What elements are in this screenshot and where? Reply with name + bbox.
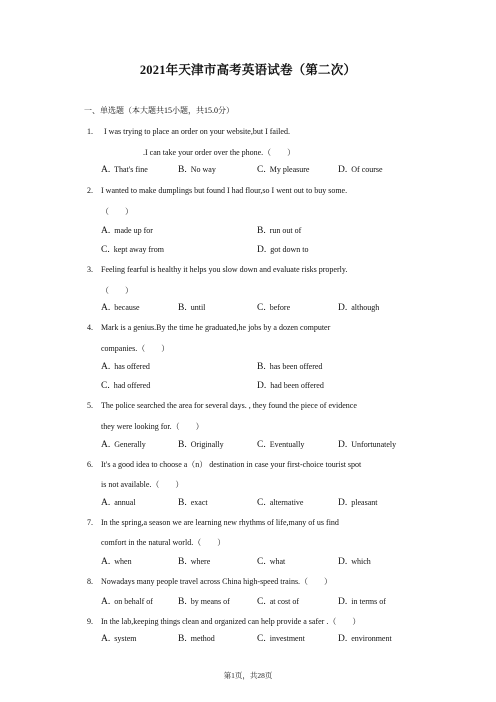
option-b[interactable]: [257, 362, 322, 374]
option-a[interactable]: [101, 303, 140, 315]
option-text: exact: [188, 498, 208, 507]
option-text: on behalf of: [112, 597, 153, 606]
option-text: where: [188, 557, 211, 566]
option-letter: D.: [338, 498, 348, 508]
option-letter: D.: [257, 381, 267, 391]
option-letter: C.: [257, 165, 266, 175]
option-text: method: [188, 634, 215, 643]
question-stem-continued: （ ）: [101, 286, 133, 295]
option-c[interactable]: [257, 165, 309, 177]
option-text: Unfortunately: [349, 440, 397, 449]
option-text: had been offered: [268, 381, 324, 390]
question-number: 7.: [87, 518, 93, 527]
option-a[interactable]: [101, 226, 153, 238]
option-letter: A.: [101, 440, 111, 450]
option-b[interactable]: [178, 303, 205, 315]
question-stem: It's a good idea to choose a（n） destination in case your first-choice tourist spot: [101, 460, 362, 469]
question-stem: Feeling fearful is healthy it helps you slow down and evaluate risks properly.: [101, 265, 348, 274]
option-text: which: [349, 557, 371, 566]
question-stem: In the spring,a season we are learning new rhythms of life,many of us find: [101, 518, 339, 527]
option-a[interactable]: [101, 440, 146, 452]
option-a[interactable]: [101, 597, 153, 609]
option-text: investment: [267, 634, 305, 643]
section-heading: 一、单选题（本大题共15小题，共15.0分）: [84, 106, 234, 115]
option-c[interactable]: [257, 440, 304, 452]
option-letter: A.: [101, 165, 111, 175]
option-letter: D.: [338, 634, 348, 644]
option-c[interactable]: [257, 634, 305, 646]
option-b[interactable]: [178, 165, 216, 177]
option-letter: D.: [338, 165, 348, 175]
option-d[interactable]: [338, 634, 392, 646]
option-text: has offered: [112, 362, 150, 371]
question-stem: The police searched the area for several days. , they found the piece of evidence: [101, 401, 357, 410]
question-number: 8.: [87, 577, 93, 586]
option-letter: B.: [178, 557, 187, 567]
question-stem: I was trying to place an order on your website,but I failed.: [104, 127, 290, 136]
option-letter: B.: [178, 597, 187, 607]
option-d[interactable]: [338, 597, 386, 609]
question-stem: Mark is a genius.By the time he graduated,he jobs by a dozen computer: [101, 323, 331, 332]
option-text: That's fine: [112, 165, 148, 174]
question-number: 5.: [87, 401, 93, 410]
option-text: kept away from: [111, 245, 164, 254]
option-letter: B.: [178, 165, 187, 175]
option-letter: A.: [101, 226, 111, 236]
page-footer: 第1页，共28页: [223, 671, 273, 680]
option-b[interactable]: [178, 597, 230, 609]
option-text: when: [112, 557, 132, 566]
question-stem-continued: （ ）: [101, 207, 133, 216]
option-text: until: [188, 303, 206, 312]
option-letter: C.: [257, 498, 266, 508]
option-text: pleasant: [349, 498, 378, 507]
option-d[interactable]: [338, 498, 377, 510]
option-text: got down to: [268, 245, 309, 254]
option-letter: C.: [101, 245, 110, 255]
option-letter: A.: [101, 634, 111, 644]
option-text: Originally: [188, 440, 224, 449]
option-text: because: [112, 303, 140, 312]
option-b[interactable]: [178, 498, 208, 510]
option-text: at cost of: [267, 597, 300, 606]
option-letter: C.: [257, 597, 266, 607]
option-d[interactable]: [338, 165, 383, 177]
question-stem-continued: they were looking for.（ ）: [101, 422, 204, 431]
option-letter: B.: [178, 634, 187, 644]
option-letter: D.: [338, 597, 348, 607]
option-text: environment: [349, 634, 392, 643]
option-text: Generally: [112, 440, 146, 449]
option-text: before: [267, 303, 291, 312]
option-letter: C.: [101, 381, 110, 391]
option-b[interactable]: [257, 226, 301, 238]
question-number: 4.: [87, 323, 93, 332]
option-letter: B.: [178, 440, 187, 450]
option-letter: C.: [257, 303, 266, 313]
option-text: run out of: [267, 226, 302, 235]
option-text: system: [112, 634, 137, 643]
option-letter: D.: [257, 245, 267, 255]
option-text: although: [349, 303, 380, 312]
option-c[interactable]: [257, 597, 299, 609]
option-d[interactable]: [338, 303, 379, 315]
question-stem: In the lab,keeping things clean and organized can help provide a safer .（ ）: [101, 617, 361, 626]
option-letter: C.: [257, 440, 266, 450]
option-b[interactable]: [178, 634, 215, 646]
option-text: Eventually: [267, 440, 305, 449]
option-a[interactable]: [101, 634, 136, 646]
option-letter: D.: [338, 557, 348, 567]
option-letter: A.: [101, 362, 111, 372]
option-text: No way: [188, 165, 216, 174]
question-number: 3.: [87, 265, 93, 274]
option-b[interactable]: [178, 557, 210, 569]
question-stem-continued: is not available.（ ）: [101, 480, 184, 489]
option-text: My pleasure: [267, 165, 310, 174]
question-stem: I wanted to make dumplings but found I had flour,so I went out to buy some.: [101, 186, 348, 195]
option-d[interactable]: [338, 440, 396, 452]
option-letter: B.: [178, 303, 187, 313]
option-c[interactable]: [257, 303, 290, 315]
question-stem-continued: .I can take your order over the phone.（ ）: [143, 148, 296, 157]
option-letter: C.: [257, 634, 266, 644]
question-number: 6.: [87, 460, 93, 469]
option-letter: A.: [101, 303, 111, 313]
question-number: 9.: [87, 617, 93, 626]
question-stem-continued: companies.（ ）: [101, 344, 170, 353]
option-letter: B.: [257, 362, 266, 372]
question-stem-continued: comfort in the natural world.（ ）: [101, 538, 226, 547]
option-letter: A.: [101, 498, 111, 508]
option-letter: D.: [338, 440, 348, 450]
option-d[interactable]: [257, 381, 324, 393]
option-d[interactable]: [338, 557, 371, 569]
option-text: by means of: [188, 597, 230, 606]
option-letter: D.: [338, 303, 348, 313]
page-title: 2021年天津市高考英语试卷（第二次）: [139, 63, 357, 77]
option-c[interactable]: [257, 557, 285, 569]
question-number: 1.: [87, 127, 93, 136]
option-c[interactable]: [101, 245, 164, 257]
option-c[interactable]: [101, 381, 150, 393]
option-text: in terms of: [349, 597, 386, 606]
question-stem: Nowadays many people travel across China high-speed trains.（ ）: [101, 577, 333, 586]
option-text: alternative: [267, 498, 304, 507]
option-a[interactable]: [101, 498, 136, 510]
option-a[interactable]: [101, 362, 150, 374]
option-letter: A.: [101, 597, 111, 607]
option-letter: B.: [257, 226, 266, 236]
option-text: has been offered: [267, 362, 323, 371]
option-text: annual: [112, 498, 136, 507]
option-a[interactable]: [101, 165, 148, 177]
option-letter: C.: [257, 557, 266, 567]
question-number: 2.: [87, 186, 93, 195]
option-text: made up for: [112, 226, 153, 235]
option-text: what: [267, 557, 286, 566]
option-c[interactable]: [257, 498, 303, 510]
option-text: Of course: [349, 165, 383, 174]
option-letter: A.: [101, 557, 111, 567]
option-letter: B.: [178, 498, 187, 508]
option-text: had offered: [111, 381, 151, 390]
option-a[interactable]: [101, 557, 132, 569]
option-d[interactable]: [257, 245, 308, 257]
option-b[interactable]: [178, 440, 224, 452]
